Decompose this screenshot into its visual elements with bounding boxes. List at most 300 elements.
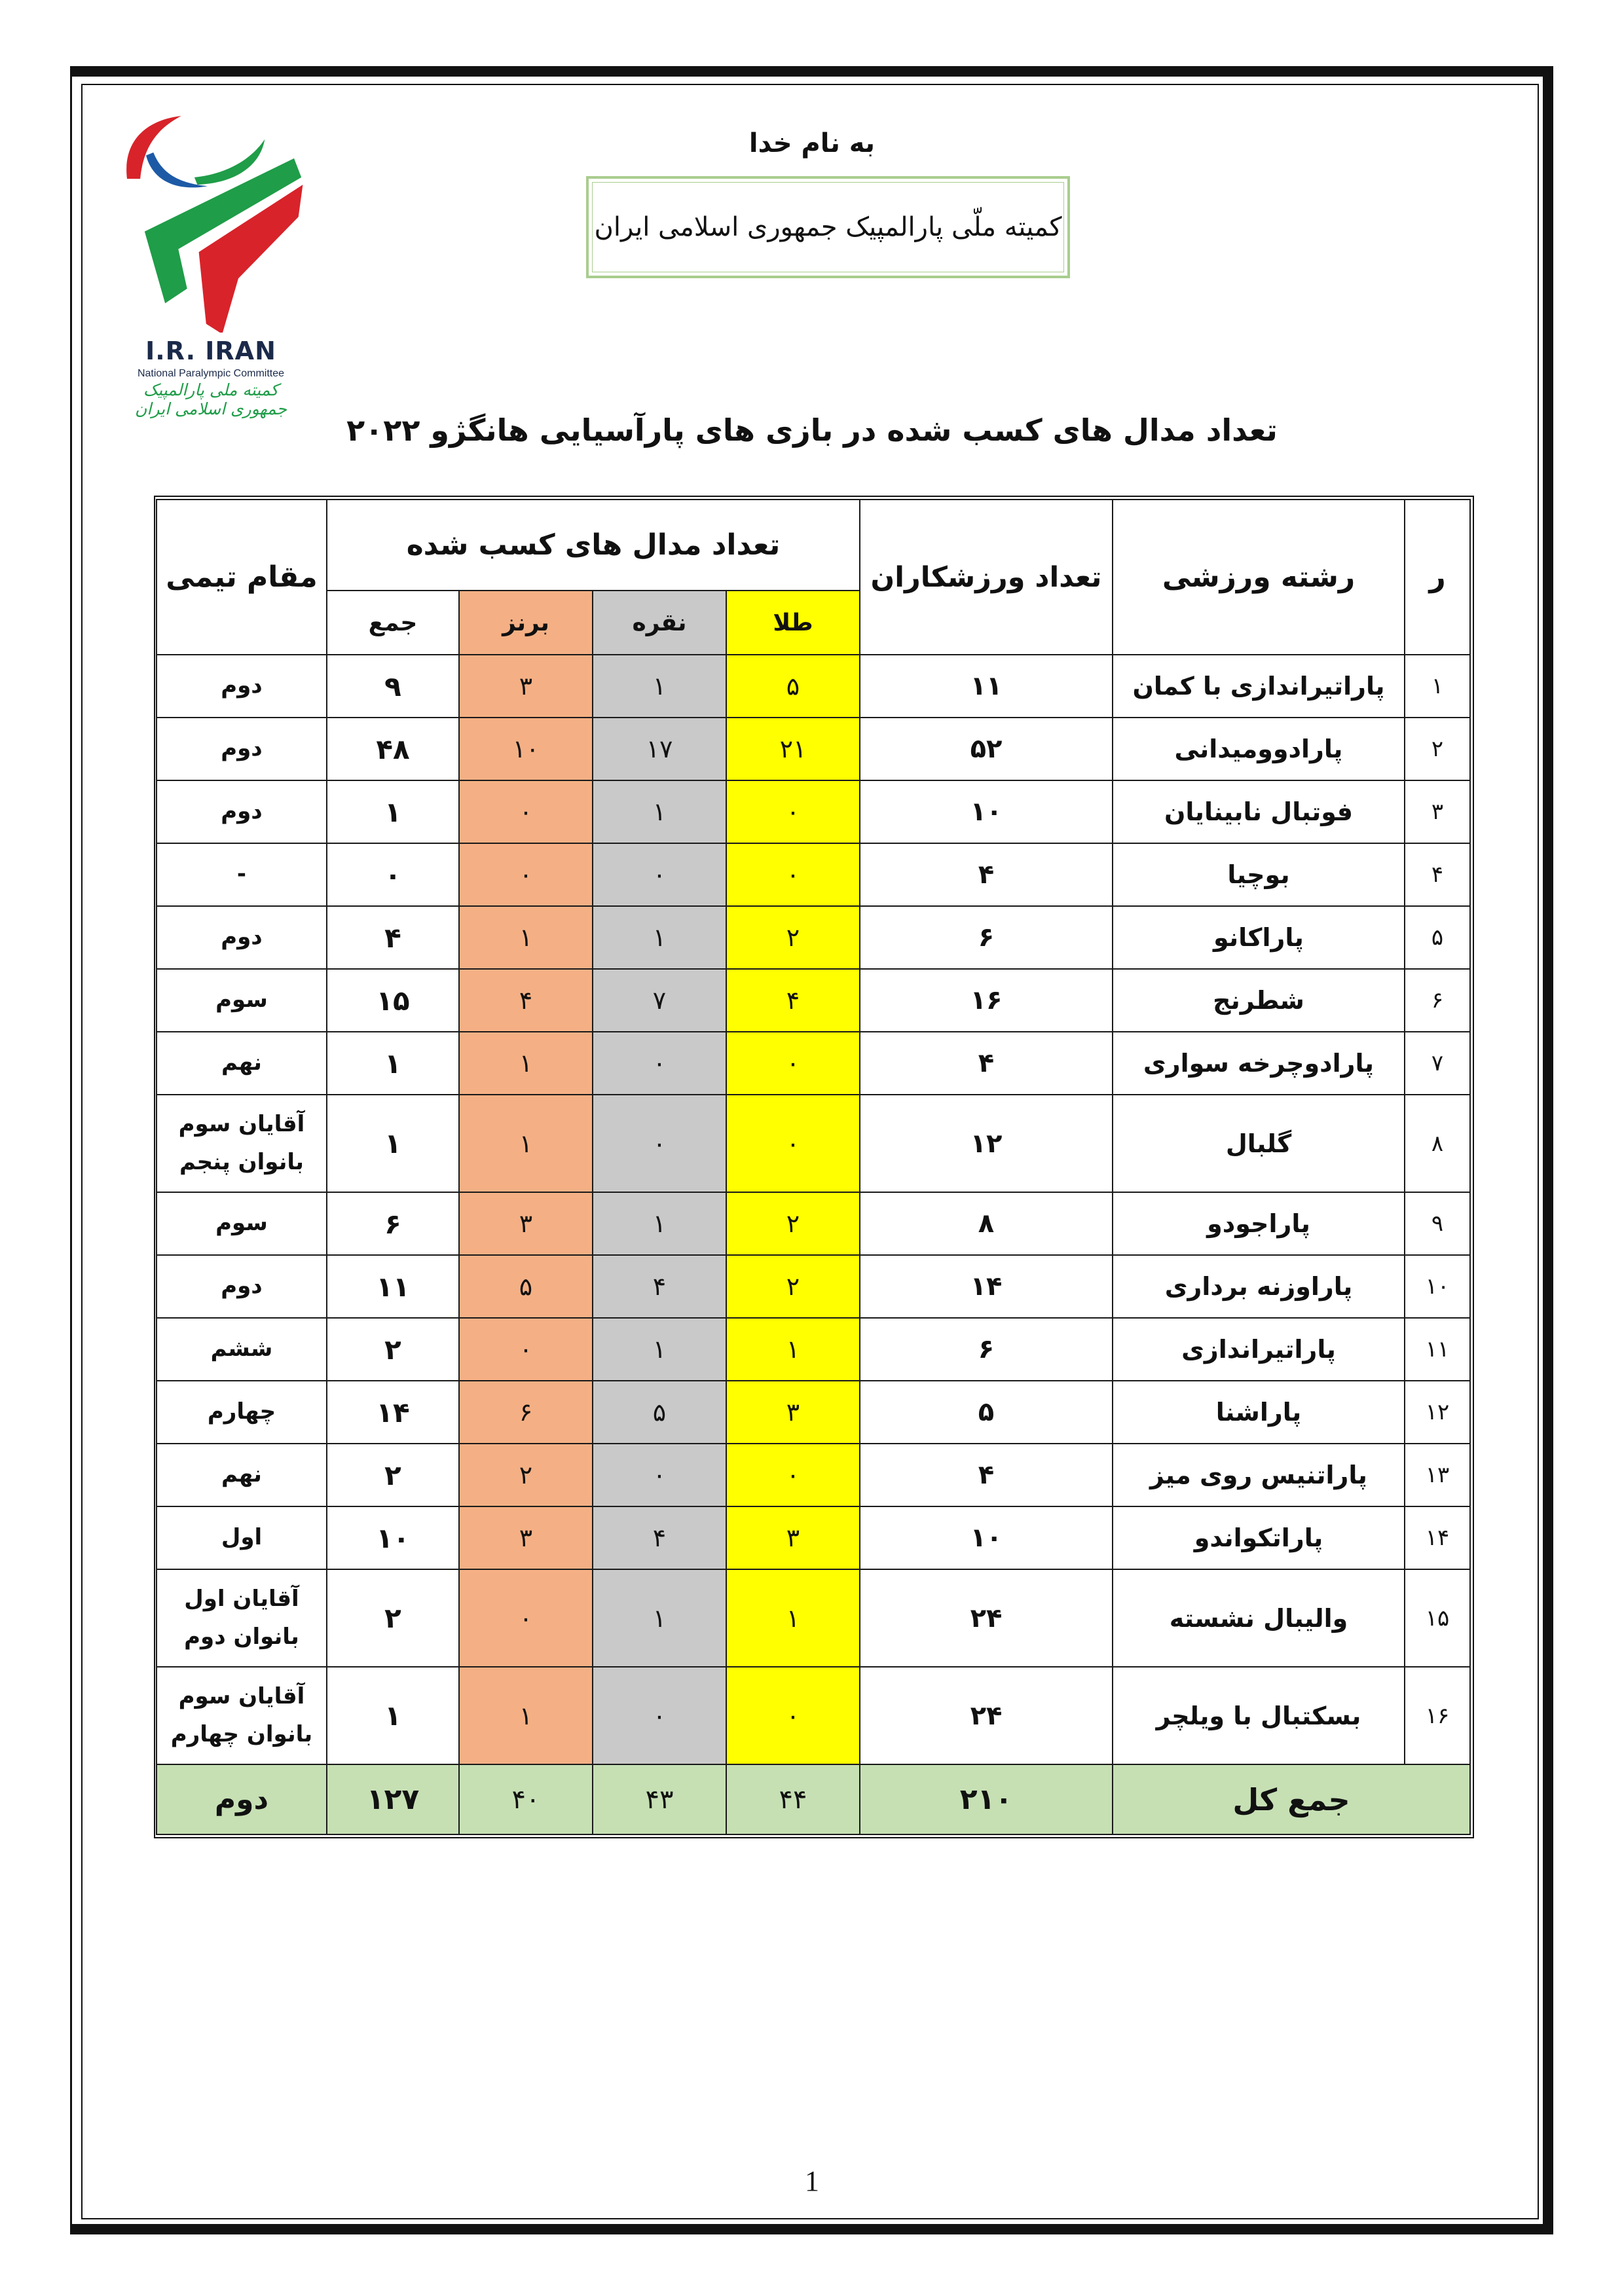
cell-athletes-text: ۶: [978, 922, 995, 953]
cell-total: [327, 1255, 459, 1318]
cell-rank: [157, 718, 327, 780]
cell-rank-line: [162, 1678, 321, 1716]
cell-index: [1405, 1444, 1470, 1506]
cell-rank-text: دوم: [221, 924, 263, 951]
cell-bronze-text: ۱: [519, 923, 533, 952]
cell-rank: [157, 1318, 327, 1381]
cell-index: [1405, 843, 1470, 906]
cell-gold: [726, 843, 860, 906]
table-row: [157, 1318, 1470, 1381]
cell-gold: [726, 1444, 860, 1506]
cell-athletes: [860, 1318, 1113, 1381]
table-row: [157, 1569, 1470, 1667]
cell-total-text: ۲: [384, 1459, 401, 1491]
cell-index-text: ۱۳: [1425, 1462, 1450, 1488]
cell-bronze-text: ۰: [519, 860, 533, 889]
cell-sport-text: پاراتیراندازی: [1181, 1335, 1336, 1364]
cell-rank-line: [162, 1618, 321, 1656]
page-number: 1: [805, 2165, 819, 2197]
cell-bronze: [459, 843, 593, 906]
cell-sport: [1113, 1569, 1405, 1667]
logo-name-fa: کمیته ملی پارالمپیک جمهوری اسلامی ایران: [135, 380, 287, 418]
cell-total-text: ۱۱: [376, 1270, 410, 1303]
cell-index: [1405, 1667, 1470, 1764]
cell-silver: [593, 780, 726, 843]
cell-bronze-text: ۵: [519, 1272, 533, 1301]
header-index: [1405, 500, 1470, 655]
cell-silver: [593, 1667, 726, 1764]
cell-athletes: [860, 906, 1113, 969]
page-title: [0, 412, 1624, 448]
cell-athletes: [860, 655, 1113, 718]
totals-athletes: [860, 1764, 1113, 1834]
cell-athletes-text: ۴: [978, 1460, 995, 1490]
cell-index-text: ۱۱: [1425, 1336, 1450, 1362]
cell-gold: [726, 969, 860, 1032]
cell-silver: [593, 843, 726, 906]
cell-sport-text: شطرنج: [1213, 986, 1304, 1015]
cell-silver-text: ۱: [652, 1209, 667, 1238]
cell-athletes: [860, 1444, 1113, 1506]
cell-bronze-text: ۰: [519, 1335, 533, 1364]
cell-rank-line: [162, 1106, 321, 1144]
cell-index-text: ۱۲: [1425, 1399, 1450, 1425]
header-athletes-text: تعداد ورزشکاران: [870, 561, 1102, 594]
cell-total-text: ۹: [384, 670, 401, 702]
header-gold-text: طلا: [773, 609, 813, 636]
header-bronze-text: برنز: [502, 609, 549, 636]
cell-rank-line: [162, 856, 321, 894]
cell-silver: [593, 1444, 726, 1506]
cell-total: [327, 1192, 459, 1255]
cell-athletes: [860, 1667, 1113, 1764]
bismillah-heading: به نام خدا: [748, 128, 876, 158]
cell-sport: [1113, 969, 1405, 1032]
cell-gold: [726, 655, 860, 718]
cell-athletes-text: ۸: [978, 1209, 995, 1239]
header-gold: [726, 591, 860, 655]
cell-bronze: [459, 1381, 593, 1444]
cell-athletes-text: ۱۰: [970, 797, 1003, 827]
cell-bronze-text: ۱: [519, 1129, 533, 1158]
cell-bronze-text: ۳: [519, 1209, 533, 1238]
cell-silver-text: ۱: [652, 797, 667, 826]
cell-index: [1405, 1569, 1470, 1667]
table-row: [157, 780, 1470, 843]
cell-rank: [157, 1192, 327, 1255]
cell-index-text: ۱۴: [1425, 1525, 1450, 1551]
cell-sport: [1113, 1444, 1405, 1506]
cell-gold: [726, 780, 860, 843]
page-title-text: تعداد مدال های کسب شده در بازی های پارآسیایی هانگژو ۲۰۲۲: [346, 412, 1278, 448]
cell-total: [327, 1506, 459, 1569]
cell-sport: [1113, 1667, 1405, 1764]
cell-athletes-text: ۴: [978, 860, 995, 890]
cell-gold-text: ۰: [786, 860, 800, 889]
cell-rank: [157, 1255, 327, 1318]
totals-silver-text: ۴۳: [645, 1784, 674, 1815]
totals-bronze: [459, 1764, 593, 1834]
cell-rank: [157, 655, 327, 718]
totals-label-text: جمع کل: [1232, 1781, 1350, 1817]
totals-label: [1113, 1764, 1470, 1834]
table-row: [157, 1255, 1470, 1318]
cell-sport-text: فوتبال نابینایان: [1164, 797, 1354, 826]
cell-index: [1405, 780, 1470, 843]
cell-silver-text: ۱۷: [646, 735, 673, 763]
cell-athletes: [860, 843, 1113, 906]
header-bronze: [459, 591, 593, 655]
cell-silver-text: ۱: [652, 672, 667, 701]
cell-rank-text: دوم: [221, 735, 263, 762]
committee-name-banner: [586, 176, 1070, 278]
cell-athletes: [860, 1095, 1113, 1192]
cell-silver-text: ۰: [652, 1129, 667, 1158]
cell-sport: [1113, 843, 1405, 906]
table-row: [157, 1667, 1470, 1764]
cell-total: [327, 969, 459, 1032]
cell-total-text: ۱: [384, 1047, 401, 1080]
cell-total-text: ۶: [384, 1207, 401, 1240]
cell-rank-line: [162, 1044, 321, 1082]
cell-sport: [1113, 655, 1405, 718]
cell-index-text: ۸: [1431, 1130, 1444, 1157]
cell-gold-text: ۱: [786, 1335, 800, 1364]
cell-rank: [157, 1381, 327, 1444]
cell-total-text: ۱۵: [376, 984, 410, 1017]
cell-rank-line: [162, 793, 321, 831]
cell-gold: [726, 1381, 860, 1444]
cell-sport-text: پارادوچرخه سواری: [1143, 1049, 1375, 1078]
table-row: [157, 843, 1470, 906]
cell-athletes-text: ۵۲: [970, 734, 1003, 764]
cell-athletes-text: ۲۴: [970, 1603, 1003, 1633]
cell-rank-line: [162, 730, 321, 768]
cell-athletes: [860, 1569, 1113, 1667]
cell-silver: [593, 1318, 726, 1381]
cell-index-text: ۴: [1431, 862, 1444, 888]
cell-total-text: ۴: [384, 921, 401, 954]
cell-athletes-text: ۲۴: [970, 1700, 1003, 1731]
cell-rank-text: آقایان سوم: [178, 1110, 305, 1137]
cell-bronze-text: ۲: [519, 1461, 533, 1489]
cell-rank: [157, 969, 327, 1032]
cell-total-text: ۰: [384, 858, 401, 891]
table-row: [157, 1192, 1470, 1255]
cell-sport-text: پاراجودو: [1207, 1209, 1310, 1238]
cell-silver-text: ۱: [652, 1335, 667, 1364]
cell-sport-text: پارادوومیدانی: [1174, 735, 1343, 763]
cell-bronze: [459, 1032, 593, 1095]
cell-sport-text: پاراوزنه برداری: [1164, 1272, 1353, 1301]
cell-gold: [726, 1192, 860, 1255]
cell-bronze-text: ۶: [519, 1398, 533, 1427]
cell-athletes: [860, 1506, 1113, 1569]
cell-gold: [726, 718, 860, 780]
cell-athletes-text: ۱۶: [970, 985, 1003, 1015]
cell-total: [327, 1095, 459, 1192]
cell-sport: [1113, 1095, 1405, 1192]
cell-silver: [593, 1032, 726, 1095]
cell-index-text: ۱۵: [1425, 1605, 1450, 1631]
cell-total-text: ۴۸: [376, 733, 410, 765]
cell-athletes-text: ۱۴: [970, 1271, 1003, 1302]
cell-bronze: [459, 1255, 593, 1318]
cell-total-text: ۱: [384, 795, 401, 828]
header-index-text: ر: [1429, 560, 1446, 594]
cell-silver: [593, 718, 726, 780]
cell-total: [327, 1444, 459, 1506]
cell-gold-text: ۴: [786, 986, 800, 1015]
medal-table-grid: [156, 499, 1471, 1835]
cell-index: [1405, 1381, 1470, 1444]
cell-athletes: [860, 1192, 1113, 1255]
cell-rank-line: [162, 1456, 321, 1494]
cell-total: [327, 843, 459, 906]
table-row: [157, 1506, 1470, 1569]
totals-athletes-text: ۲۱۰: [959, 1783, 1013, 1816]
cell-bronze: [459, 1506, 593, 1569]
cell-rank-line: [162, 667, 321, 705]
cell-gold: [726, 906, 860, 969]
cell-sport: [1113, 1192, 1405, 1255]
table-row: [157, 906, 1470, 969]
cell-sport-text: بوچیا: [1227, 860, 1290, 889]
cell-rank-line: [162, 1205, 321, 1243]
cell-rank: [157, 780, 327, 843]
cell-bronze-text: ۴: [519, 986, 533, 1015]
cell-rank: [157, 1095, 327, 1192]
header-silver-text: نقره: [632, 609, 687, 636]
cell-gold-text: ۱: [786, 1603, 800, 1633]
cell-silver: [593, 1095, 726, 1192]
table-row: [157, 718, 1470, 780]
cell-index: [1405, 906, 1470, 969]
cell-sport: [1113, 1255, 1405, 1318]
cell-bronze-text: ۱: [519, 1049, 533, 1078]
cell-gold-text: ۲: [786, 1272, 800, 1301]
table-row: [157, 655, 1470, 718]
cell-rank-text: بانوان دوم: [184, 1623, 299, 1650]
header-row: [157, 500, 1470, 591]
cell-sport: [1113, 1318, 1405, 1381]
header-total-text: جمع: [368, 609, 418, 636]
cell-total-text: ۲: [384, 1602, 401, 1634]
cell-rank-line: [162, 919, 321, 957]
cell-bronze: [459, 1192, 593, 1255]
cell-rank-line: [162, 1519, 321, 1557]
cell-silver: [593, 655, 726, 718]
table-row: [157, 1381, 1470, 1444]
cell-gold-text: ۰: [786, 1049, 800, 1078]
cell-sport-text: پاراتنیس روی میز: [1150, 1461, 1367, 1489]
cell-rank-text: سوم: [215, 1210, 268, 1237]
cell-total: [327, 780, 459, 843]
cell-gold-text: ۲: [786, 923, 800, 952]
cell-gold-text: ۰: [786, 1461, 800, 1489]
cell-silver: [593, 1569, 726, 1667]
cell-index-text: ۵: [1431, 924, 1444, 951]
cell-silver-text: ۰: [652, 1461, 667, 1489]
cell-silver-text: ۵: [652, 1398, 667, 1427]
cell-sport: [1113, 718, 1405, 780]
cell-athletes-text: ۴: [978, 1048, 995, 1078]
cell-rank-text: دوم: [221, 1273, 263, 1300]
cell-silver: [593, 1506, 726, 1569]
cell-rank-text: دوم: [221, 672, 263, 699]
cell-sport-text: بسکتبال با ویلچر: [1156, 1701, 1361, 1730]
cell-sport-text: والیبال نشسته: [1169, 1603, 1348, 1633]
cell-index: [1405, 1506, 1470, 1569]
cell-bronze: [459, 969, 593, 1032]
cell-rank: [157, 1667, 327, 1764]
cell-rank: [157, 1569, 327, 1667]
cell-total: [327, 655, 459, 718]
totals-bronze-text: ۴۰: [511, 1784, 540, 1815]
cell-rank-line: [162, 981, 321, 1019]
cell-bronze-text: ۰: [519, 1603, 533, 1633]
cell-rank-line: [162, 1580, 321, 1618]
cell-total: [327, 1032, 459, 1095]
totals-rank-text: دوم: [214, 1783, 269, 1816]
totals-gold-text: ۴۴: [779, 1784, 807, 1815]
logo-subtitle-en: National Paralympic Committee: [137, 368, 285, 379]
totals-silver: [593, 1764, 726, 1834]
cell-bronze: [459, 1444, 593, 1506]
cell-rank-text: دوم: [221, 798, 263, 825]
cell-athletes: [860, 718, 1113, 780]
cell-rank-line: [162, 1330, 321, 1368]
cell-rank: [157, 1506, 327, 1569]
cell-rank-text: -: [236, 861, 247, 888]
cell-athletes-text: ۱۱: [970, 671, 1003, 701]
totals-rank: [157, 1764, 327, 1834]
cell-silver: [593, 906, 726, 969]
cell-bronze-text: ۳: [519, 672, 533, 701]
cell-sport-text: پاراتیراندازی با کمان: [1132, 672, 1385, 701]
cell-athletes: [860, 780, 1113, 843]
cell-gold-text: ۵: [786, 672, 800, 701]
cell-rank-line: [162, 1393, 321, 1431]
cell-silver-text: ۱: [652, 923, 667, 952]
header-athletes: [860, 500, 1113, 655]
cell-silver: [593, 969, 726, 1032]
cell-rank-text: آقایان اول: [184, 1585, 299, 1612]
cell-rank-text: سوم: [215, 987, 268, 1013]
cell-rank-text: بانوان پنجم: [179, 1148, 304, 1175]
header-medals: [327, 500, 860, 591]
cell-rank: [157, 906, 327, 969]
cell-rank-text: چهارم: [207, 1398, 276, 1425]
cell-bronze: [459, 1095, 593, 1192]
cell-silver-text: ۰: [652, 860, 667, 889]
cell-total-text: ۱۰: [376, 1522, 410, 1554]
cell-bronze: [459, 780, 593, 843]
cell-gold-text: ۳: [786, 1523, 800, 1552]
cell-rank-text: نهم: [221, 1461, 262, 1488]
cell-rank: [157, 1444, 327, 1506]
totals-gold: [726, 1764, 860, 1834]
cell-total: [327, 906, 459, 969]
cell-athletes-text: ۶: [978, 1334, 995, 1364]
cell-sport: [1113, 1381, 1405, 1444]
cell-silver-text: ۱: [652, 1603, 667, 1633]
cell-sport-text: پاراشنا: [1215, 1398, 1302, 1427]
cell-bronze: [459, 1318, 593, 1381]
cell-rank-text: ششم: [210, 1336, 273, 1362]
cell-gold: [726, 1667, 860, 1764]
cell-index-text: ۱۰: [1425, 1273, 1450, 1300]
cell-gold-text: ۰: [786, 1701, 800, 1730]
cell-silver: [593, 1192, 726, 1255]
cell-gold: [726, 1095, 860, 1192]
cell-rank-line: [162, 1267, 321, 1305]
cell-silver-text: ۴: [652, 1272, 667, 1301]
cell-athletes: [860, 969, 1113, 1032]
header-sport-text: رشته ورزشی: [1162, 560, 1356, 594]
header-rank: [157, 500, 327, 655]
cell-index: [1405, 718, 1470, 780]
cell-total: [327, 1318, 459, 1381]
medal-table: [154, 496, 1474, 1838]
cell-silver-text: ۰: [652, 1049, 667, 1078]
cell-rank-text: بانوان چهارم: [170, 1721, 313, 1747]
totals-total-text: ۱۲۷: [366, 1783, 420, 1816]
cell-bronze: [459, 1667, 593, 1764]
header-medals-text: تعداد مدال های کسب شده: [406, 528, 781, 562]
cell-gold: [726, 1032, 860, 1095]
cell-athletes: [860, 1381, 1113, 1444]
header-sport: [1113, 500, 1405, 655]
cell-silver-text: ۴: [652, 1523, 667, 1552]
cell-sport: [1113, 1032, 1405, 1095]
cell-athletes-text: ۵: [978, 1397, 995, 1427]
cell-gold: [726, 1318, 860, 1381]
header-rank-text: مقام تیمی: [166, 560, 318, 594]
cell-index: [1405, 655, 1470, 718]
cell-rank-text: آقایان سوم: [178, 1683, 305, 1709]
table-row: [157, 1095, 1470, 1192]
cell-silver-text: ۷: [652, 986, 667, 1015]
cell-gold: [726, 1506, 860, 1569]
cell-rank: [157, 1032, 327, 1095]
cell-index: [1405, 1318, 1470, 1381]
cell-silver-text: ۰: [652, 1701, 667, 1730]
cell-bronze: [459, 655, 593, 718]
cell-rank: [157, 843, 327, 906]
cell-index-text: ۱۶: [1425, 1702, 1450, 1729]
cell-silver: [593, 1255, 726, 1318]
cell-rank-line: [162, 1716, 321, 1754]
header-silver: [593, 591, 726, 655]
cell-athletes: [860, 1255, 1113, 1318]
cell-index-text: ۲: [1431, 736, 1444, 762]
cell-index-text: ۹: [1431, 1211, 1444, 1237]
cell-total: [327, 1381, 459, 1444]
cell-bronze-text: ۰: [519, 797, 533, 826]
cell-bronze-text: ۱۰: [512, 735, 540, 763]
cell-bronze-text: ۳: [519, 1523, 533, 1552]
cell-rank-text: اول: [221, 1524, 263, 1551]
logo-name-en: I.R. IRAN: [145, 337, 276, 365]
cell-bronze: [459, 1569, 593, 1667]
cell-gold-text: ۳: [786, 1398, 800, 1427]
committee-name-text: کمیته ملّی پارالمپیک جمهوری اسلامی ایران: [594, 212, 1062, 242]
table-row: [157, 1444, 1470, 1506]
table-row: [157, 969, 1470, 1032]
table-row: [157, 1032, 1470, 1095]
cell-index-text: ۶: [1431, 987, 1444, 1013]
